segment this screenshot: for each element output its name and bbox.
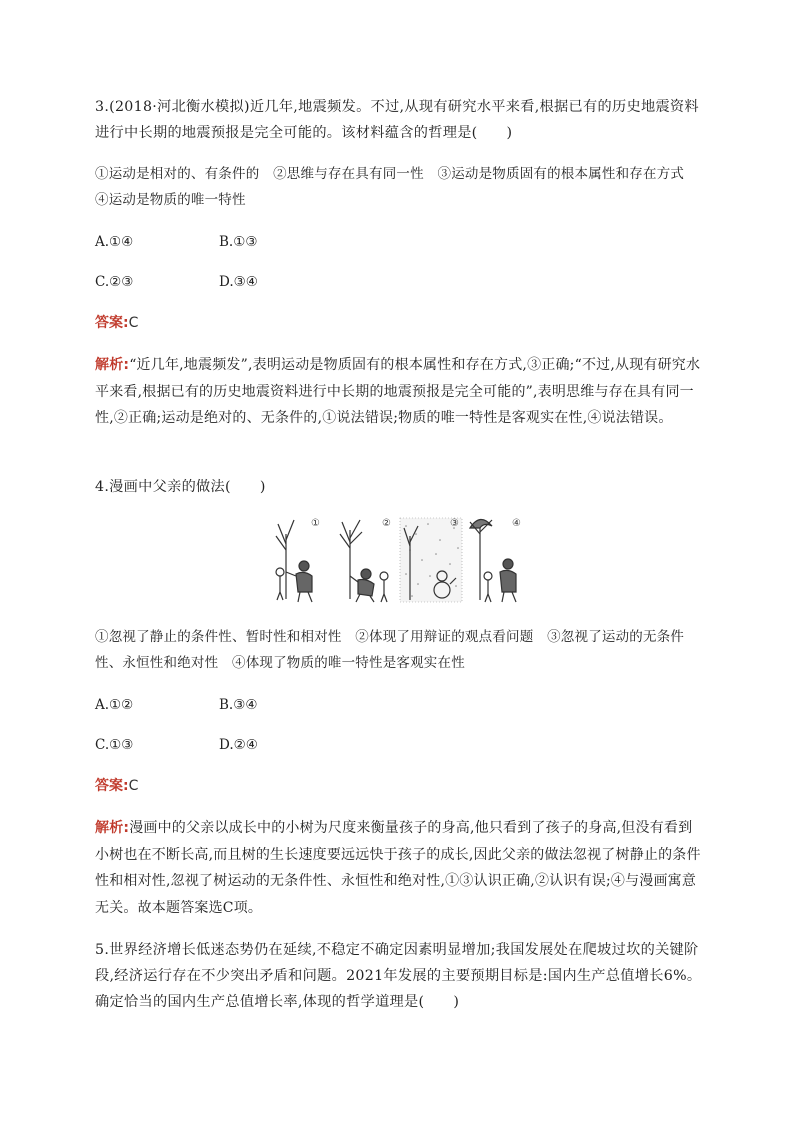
analysis-text: 漫画中的父亲以成长中的小树为尺度来衡量孩子的身高,他只看到了孩子的身高,但没有看到小树也在不断长高,而且树的生长速度要远远快于孩子的成长,因此父亲的做法忽视了树静止的条件性和相对性,忽视了树运动的无条件性、永恒性和绝对性,①③认识正确,②认识有误;④与漫画寓意无关。故本题答案选C项。: [95, 820, 701, 916]
comic-illustration: [270, 514, 532, 604]
comic-panel-1: [276, 520, 312, 602]
question-3-option-c: C.②③: [95, 274, 134, 290]
question-4-answer: [95, 776, 138, 796]
comic-panel-number-3: ③: [450, 518, 459, 529]
question-4-stem: 4.漫画中父亲的做法( ): [95, 479, 266, 495]
question-3-stem: 3.(2018·河北衡水模拟)近几年,地震频发。不过,从现有研究水平来看,根据已有的历史地震资料进行中长期的地震预报是完全可能的。该材料蕴含的哲理是( ): [95, 99, 699, 141]
answer-label: 答案:: [95, 778, 129, 794]
comic-panel-2: [340, 520, 388, 602]
answer-label: 答案:: [95, 315, 129, 331]
question-4-option-d: D.②④: [219, 737, 258, 753]
comic-panel-number-4: ④: [512, 518, 521, 529]
question-3-option-d: D.③④: [219, 274, 258, 290]
comic-panel-number-1: ①: [311, 518, 320, 529]
analysis-label: 解析:: [95, 820, 130, 836]
question-4-option-a: A.①②: [95, 697, 134, 713]
question-4-analysis: [95, 815, 705, 921]
question-3-answer: [95, 313, 138, 333]
question-3-statements: ①运动是相对的、有条件的 ②思维与存在具有同一性 ③运动是物质固有的根本属性和存在方式 ④运动是物质的唯一特性: [95, 166, 698, 208]
question-3-analysis: [95, 352, 705, 432]
comic-panel-4: [470, 519, 516, 602]
question-4-option-b: B.③④: [219, 697, 258, 713]
question-4-option-c: C.①③: [95, 737, 134, 753]
analysis-label: 解析:: [95, 357, 130, 373]
comic-panel-number-2: ②: [382, 518, 391, 529]
analysis-text: “近几年,地震频发”,表明运动是物质固有的根本属性和存在方式,③正确;“不过,从现有研究水平来看,根据已有的历史地震资料进行中长期的地震预报是完全可能的”,表明思维与存在具有同一性,②正确;运动是绝对的、无条件的,①说法错误;物质的唯一特性是客观实在性,④说法错误。: [95, 357, 701, 426]
question-4-statements: ①忽视了静止的条件性、暂时性和相对性 ②体现了用辩证的观点看问题 ③忽视了运动的无条件性、永恒性和绝对性 ④体现了物质的唯一特性是客观实在性: [95, 629, 685, 671]
question-5-stem: 5.世界经济增长低迷态势仍在延续,不稳定不确定因素明显增加;我国发展处在爬坡过坎的关键阶段,经济运行存在不少突出矛盾和问题。2021年发展的主要预期目标是:国内生产总值增长6%。确定恰当的国内生产总值增长率,体现的哲学道理是( ): [95, 942, 702, 1010]
question-3-option-a: A.①④: [95, 234, 134, 250]
answer-value: C: [128, 315, 139, 331]
question-3-option-b: B.①③: [219, 234, 258, 250]
comic-panel-3: [400, 518, 462, 602]
answer-value: C: [128, 778, 139, 794]
